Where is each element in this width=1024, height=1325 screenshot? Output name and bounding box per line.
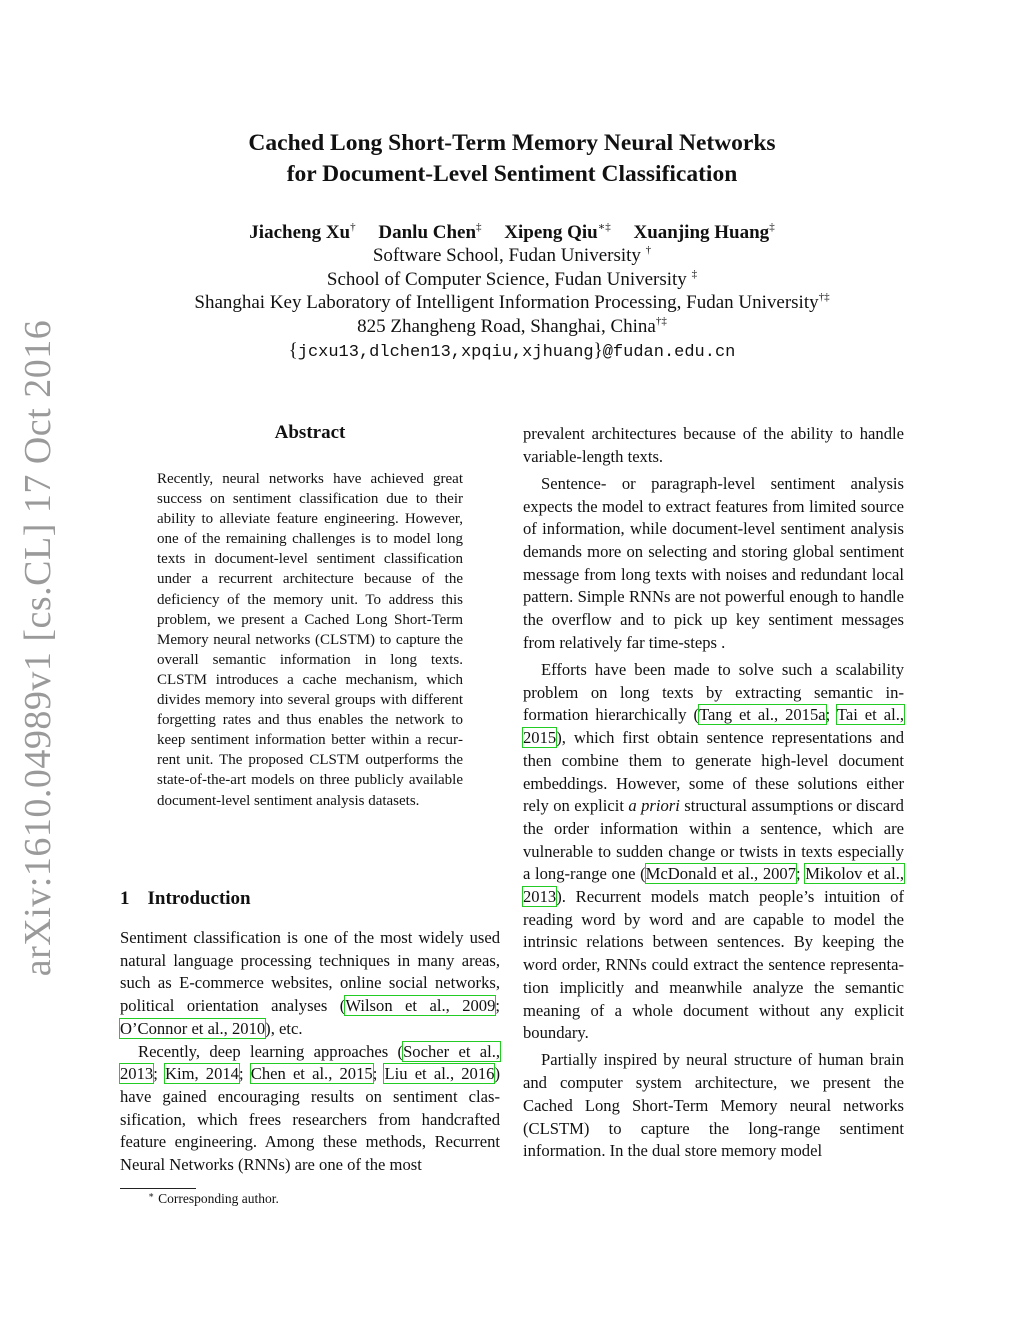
right-column bbox=[523, 423, 904, 1163]
citation-link[interactable]: Wilson et al., 2009 bbox=[345, 996, 496, 1016]
left-column bbox=[120, 927, 500, 1177]
affiliation: School of Computer Science, Fudan University ‡ bbox=[326, 267, 698, 290]
intro-paragraph-2: Recently, deep learning approaches (Socher et al., 2013; Kim, 2014; Chen et al., 2015; Liu et al., 2016) have gained encouraging results on sentiment classification, which frees researchers from handcrafted feature engineering. Among these methods, Recurrent Neural Networks (RNNs) are one of the most bbox=[120, 1041, 500, 1175]
citation-link[interactable]: Mikolov et al., 2013 bbox=[523, 864, 905, 907]
section-heading bbox=[120, 888, 251, 910]
intro-paragraph-1: Sentiment classification is one of the most widely used natural language processing techniques in many areas, such as E-commerce websites, online social networks, political orientation analyses (Wilson et al., 2009; O’Connor et al., 2010), etc. bbox=[120, 928, 501, 1038]
section-number: 1 bbox=[120, 888, 130, 909]
citation-link[interactable]: Tai et al., 2015 bbox=[523, 705, 904, 748]
affiliation: 825 Zhangheng Road, Shanghai, China†‡ bbox=[357, 314, 667, 337]
footnote-rule bbox=[120, 1188, 196, 1189]
title-line-1: Cached Long Short-Term Memory Neural Networks bbox=[248, 130, 776, 156]
footnote: ∗ Corresponding author. bbox=[148, 1190, 279, 1206]
author: Xipeng Qiu∗‡ bbox=[504, 221, 611, 243]
citation-link[interactable]: O’Connor et al., 2010 bbox=[120, 1018, 266, 1038]
citation-link[interactable]: McDonald et al., 2007 bbox=[645, 864, 797, 884]
abstract-body: Recently, neural networks have achieved great success on sentiment classification due to their ability to alleviate feature engineering. However, one of the remaining challenges is to model long texts in document-level sentiment classification under a recurrent architecture because of the deficiency of the memory unit. To address this problem, we present a Cached Long Short-Term Memory neural networks (CLSTM) to capture the overall semantic information in long texts. CLSTM introduces a cache mechanism, which divides memory into several groups with different forgetting rates and thus enables the network to keep sentiment information better within a recurrent unit. The proposed CLSTM outperforms the state-of-the-art models on three publicly available document-level sentiment analysis datasets. bbox=[157, 471, 463, 809]
citation-link[interactable]: Tang et al., 2015a bbox=[699, 705, 826, 725]
citation-link[interactable]: Kim, 2014 bbox=[164, 1064, 239, 1084]
paragraph: Efforts have been made to solve such a scalability problem on long texts by extracting semantic information hierarchically (Tang et al., 2015a; Tai et al., 2015), which first obtain sentence representations and then combine them to generate high-level document embeddings. However, some of these solutions either rely on explicit a priori structural assumptions or discard the order information within a sentence, which are vulnerable to sudden change or twists in texts especially a long-range one (McDonald et al., 2007; Mikolov et al., 2013). Recurrent models match people’s intuition of reading word by word and are capable to model the intrinsic relations between sentences. By keeping the word order, RNNs could extract the sentence representation implicitly and meanwhile analyze the semantic meaning of a whole document without any explicit boundary. bbox=[523, 660, 905, 1043]
paragraph: Sentence- or paragraph-level sentiment analysis expects the model to extract features from limited source of information, while document-level sentiment analysis demands more on selecting and storing global sentiment message from long texts with noises and redundant local pattern. Simple RNNs are not powerful enough to handle the overflow and to pick up key sentiment messages from relatively far time-steps . bbox=[523, 473, 904, 652]
affiliation: Software School, Fudan University † bbox=[372, 244, 652, 266]
citation-link[interactable]: Chen et al., 2015 bbox=[250, 1064, 373, 1084]
title-line-2: for Document-Level Sentiment Classification bbox=[286, 161, 738, 187]
author: Danlu Chen‡ bbox=[378, 221, 482, 243]
paragraph: prevalent architectures because of the ability to handle variable-length texts. bbox=[523, 424, 904, 466]
abstract-heading: Abstract bbox=[274, 422, 346, 443]
paragraph: Partially inspired by neural structure of human brain and computer system architecture, we present the Cached Long Short-Term Memory neural networks (CLSTM) to capture the long-range sentiment information. In the dual store memory model bbox=[523, 1050, 904, 1161]
author: Jiacheng Xu† bbox=[249, 221, 356, 243]
author-list bbox=[0, 220, 1024, 246]
arxiv-identifier[interactable]: arXiv:1610.04989v1 [cs.CL] 17 Oct 2016 bbox=[17, 319, 59, 977]
affiliation: Shanghai Key Laboratory of Intelligent Information Processing, Fudan University†‡ bbox=[194, 291, 830, 313]
author: Xuanjing Huang‡ bbox=[633, 221, 775, 243]
paper-title bbox=[0, 128, 1024, 190]
author-email[interactable]: {jcxu13,dlchen13,xpqiu,xjhuang}@fudan.edu.cn bbox=[288, 340, 736, 362]
citation-link[interactable]: Socher et al., 2013 bbox=[120, 1041, 500, 1084]
section-title: Introduction bbox=[147, 888, 251, 909]
citation-link[interactable]: Liu et al., 2016 bbox=[384, 1064, 495, 1084]
affiliations bbox=[0, 244, 1024, 338]
